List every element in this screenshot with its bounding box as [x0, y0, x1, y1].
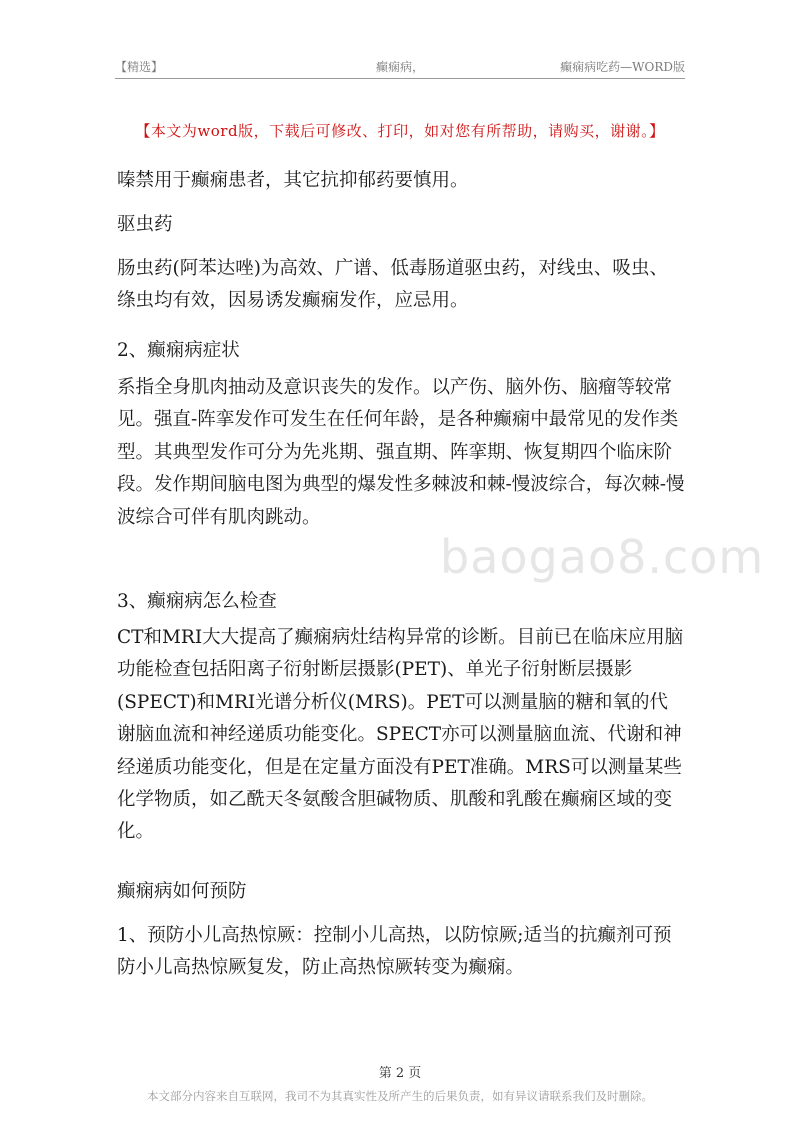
page-header — [115, 56, 685, 79]
heading-text: 驱虫药 — [117, 214, 173, 235]
body-paragraph — [117, 253, 685, 318]
section-heading — [117, 586, 685, 618]
section-heading — [117, 876, 685, 908]
paragraph-text: 肠虫药(阿苯达唑)为高效、广谱、低毒肠道驱虫药，对线虫、吸虫、绦虫均有效，因易诱发癫痫发作，应忌用。 — [117, 258, 668, 312]
body-paragraph — [117, 165, 685, 197]
paragraph-text: 1、预防小儿高热惊厥：控制小儿高热，以防惊厥;适当的抗癫剂可预防小儿高热惊厥复发，防止高热惊厥转变为癫痫。 — [117, 925, 672, 979]
body-paragraph — [117, 920, 685, 985]
footer-disclaimer: 本文部分内容来自互联网，我司不为其真实性及所产生的后果负责，如有异议请联系我们及时删除。 — [147, 1089, 653, 1103]
page-number: 第 2 页 — [378, 1066, 422, 1081]
paragraph-text: 系指全身肌肉抽动及意识丧失的发作。以产伤、脑外伤、脑瘤等较常见。强直-阵挛发作可发生在任何年龄，是各种癫痫中最常见的发作类型。其典型发作可分为先兆期、强直期、阵挛期、恢复期四个临床阶段。发作期间脑电图为典型的爆发性多棘波和棘-慢波综合，每次棘-慢波综合可伴有肌肉跳动。 — [117, 377, 685, 528]
header-right-label: 癫痫病吃药—WORD版 — [560, 60, 685, 74]
heading-text: 癫痫病如何预防 — [117, 881, 247, 902]
header-middle-label: 癫痫病， — [375, 60, 425, 74]
body-paragraph — [117, 372, 685, 534]
header-left-label: 【精选】 — [115, 60, 164, 74]
section-heading — [117, 209, 685, 241]
heading-text: 3、癫痫病怎么检查 — [117, 591, 277, 612]
paragraph-text: CT和MRI大大提高了癫痫病灶结构异常的诊断。目前已在临床应用脑功能检查包括阳离子衍射断层摄影(PET)、单光子衍射断层摄影(SPECT)和MRI光谱分析仪(MRS)。PET可以测量脑的糖和氧的代谢脑血流和神经递质功能变化。SPECT亦可以测量脑血流、代谢和神经递质功能变化，但是在定量方面没有PET准确。MRS可以测量某些化学物质，如乙酰天冬氨酸含胆碱物质、肌酸和乳酸在癫痫区域的变化。 — [117, 627, 684, 843]
paragraph-text: 嗪禁用于癫痫患者，其它抗抑郁药要慎用。 — [117, 170, 469, 191]
download-notice: 【本文为word版，下载后可修改、打印，如对您有所帮助，请购买，谢谢。】 — [135, 122, 665, 140]
heading-text: 2、癫痫病症状 — [117, 340, 240, 361]
body-paragraph — [117, 622, 685, 849]
watermark-text: baogao8.com — [440, 530, 765, 584]
section-heading — [117, 335, 685, 367]
